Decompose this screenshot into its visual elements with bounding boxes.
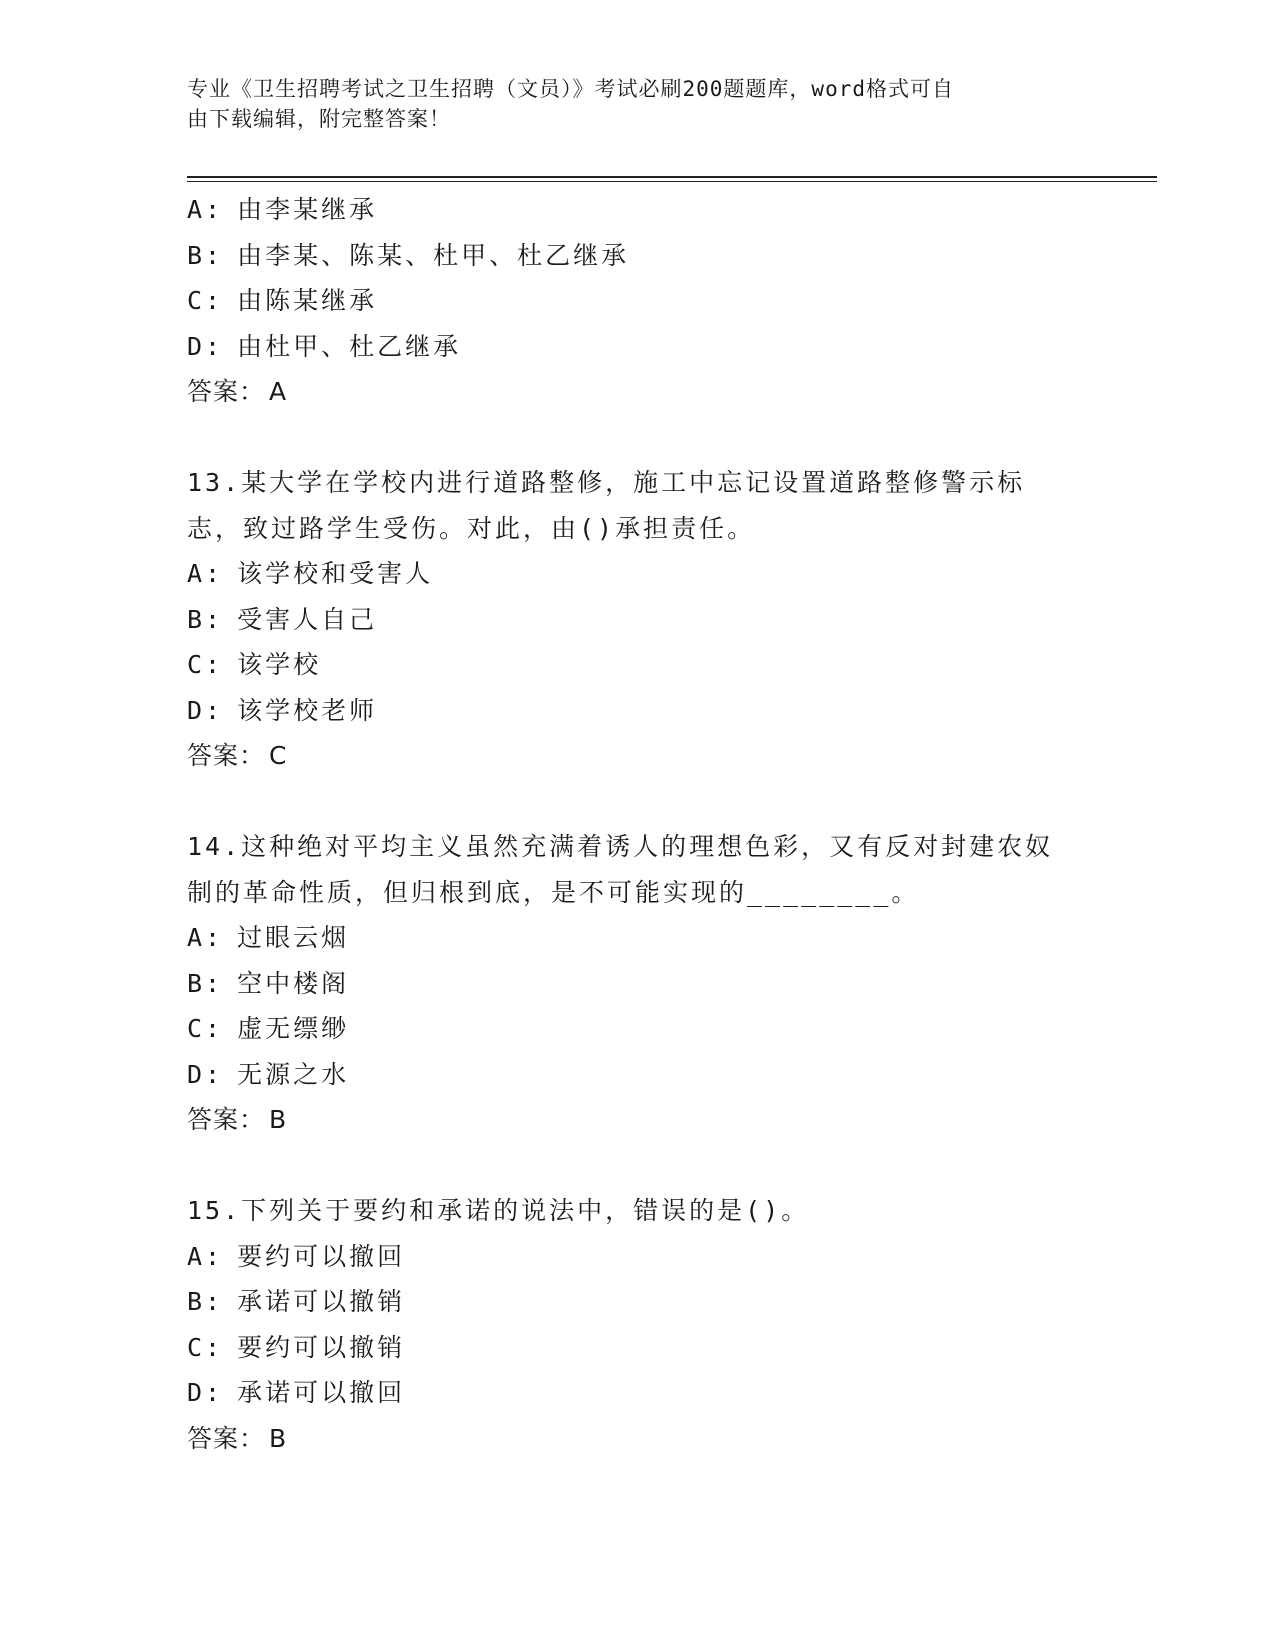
option-letter: A:	[187, 195, 224, 224]
question-stem: 15.下列关于要约和承诺的说法中，错误的是()。	[187, 1196, 810, 1225]
title-line-1: 专业《卫生招聘考试之卫生招聘（文员）》考试必刷200题题库，word格式可自	[187, 77, 954, 101]
option-d	[187, 688, 1087, 734]
option-text: 过眼云烟	[237, 923, 350, 952]
question-block-13	[187, 460, 1087, 779]
option-letter: B:	[187, 604, 224, 634]
option-letter: C:	[187, 286, 224, 315]
option-letter: B:	[187, 968, 224, 998]
question-block-14	[187, 824, 1087, 1143]
question-block-15	[187, 1188, 1087, 1461]
spacer	[187, 1143, 1087, 1189]
header-divider-thick	[187, 176, 1157, 178]
option-letter: A:	[187, 559, 224, 588]
option-text: 该学校和受害人	[237, 559, 434, 588]
answer-line	[187, 369, 1087, 415]
answer-label: 答案：	[187, 377, 266, 406]
option-d	[187, 1370, 1087, 1416]
option-letter: C:	[187, 1014, 224, 1043]
option-letter: D:	[187, 695, 224, 725]
option-d	[187, 1052, 1087, 1098]
answer-value: B	[269, 1105, 288, 1134]
option-text: 虚无缥缈	[237, 1014, 350, 1043]
option-text: 该学校老师	[237, 695, 378, 725]
option-d	[187, 324, 1087, 370]
answer-line	[187, 1097, 1087, 1143]
option-letter: D:	[187, 1378, 224, 1407]
option-c	[187, 278, 1087, 324]
option-b	[187, 961, 1087, 1007]
option-letter: D:	[187, 331, 224, 361]
option-b	[187, 233, 1087, 279]
option-letter: A:	[187, 923, 224, 952]
option-letter: D:	[187, 1059, 224, 1089]
option-text: 由李某、陈某、杜甲、杜乙继承	[237, 240, 630, 270]
option-letter: B:	[187, 1287, 224, 1316]
answer-line	[187, 733, 1087, 779]
option-text: 由李某继承	[237, 195, 378, 224]
option-c	[187, 1325, 1087, 1371]
option-text: 要约可以撤销	[237, 1332, 406, 1362]
option-text: 要约可以撤回	[237, 1241, 406, 1271]
option-a	[187, 1234, 1087, 1280]
question-stem: 13.某大学在学校内进行道路整修，施工中忘记设置道路整修警示标志，致过路学生受伤。对此，由()承担责任。	[187, 468, 1026, 543]
answer-value: A	[269, 377, 288, 406]
answer-line	[187, 1416, 1087, 1462]
question-stem: 14.这种绝对平均主义虽然充满着诱人的理想色彩，又有反对封建农奴制的革命性质，但归根到底，是不可能实现的________。	[187, 832, 1054, 907]
option-letter: C:	[187, 1332, 224, 1362]
option-text: 由陈某继承	[237, 286, 378, 315]
answer-value: C	[269, 741, 288, 770]
option-c	[187, 1006, 1087, 1052]
option-text: 空中楼阁	[237, 968, 350, 998]
option-b	[187, 1279, 1087, 1325]
option-text: 承诺可以撤回	[237, 1378, 406, 1407]
question-block-12	[187, 187, 1087, 415]
option-a	[187, 915, 1087, 961]
question-list	[187, 187, 1087, 1461]
option-letter: B:	[187, 240, 224, 270]
header-divider-thin	[187, 181, 1157, 182]
answer-label: 答案：	[187, 741, 266, 770]
answer-value: B	[269, 1423, 288, 1453]
answer-label: 答案：	[187, 1423, 266, 1453]
option-letter: A:	[187, 1241, 224, 1271]
answer-label: 答案：	[187, 1105, 266, 1134]
option-text: 无源之水	[237, 1059, 350, 1089]
option-text: 承诺可以撤销	[237, 1287, 406, 1316]
option-text: 该学校	[237, 650, 322, 679]
option-c	[187, 642, 1087, 688]
option-a	[187, 551, 1087, 597]
document-title	[187, 74, 1067, 134]
spacer	[187, 415, 1087, 461]
option-text: 受害人自己	[237, 604, 378, 634]
option-text: 由杜甲、杜乙继承	[237, 331, 462, 361]
title-line-2: 由下载编辑，附完整答案！	[187, 107, 451, 131]
spacer	[187, 779, 1087, 825]
option-letter: C:	[187, 650, 224, 679]
option-b	[187, 597, 1087, 643]
option-a	[187, 187, 1087, 233]
